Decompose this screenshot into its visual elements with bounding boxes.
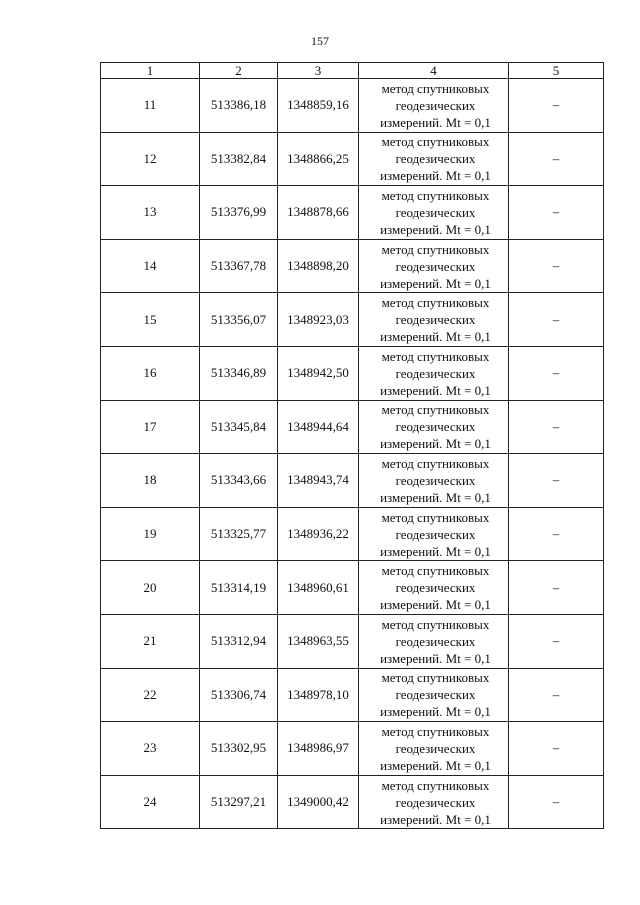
x-coordinate-cell: 513306,74 xyxy=(200,668,278,722)
point-number-cell: 24 xyxy=(101,775,200,829)
note-cell: – xyxy=(509,507,604,561)
y-coordinate-cell: 1348859,16 xyxy=(278,79,359,133)
table-row xyxy=(101,561,604,615)
method-cell: метод спутниковых геодезических измерений. Mt = 0,1 xyxy=(359,132,509,186)
x-coordinate-cell: 513386,18 xyxy=(200,79,278,133)
point-number-cell: 12 xyxy=(101,132,200,186)
table-row xyxy=(101,293,604,347)
table-row xyxy=(101,132,604,186)
coordinates-table xyxy=(100,62,604,829)
note-cell: – xyxy=(509,239,604,293)
method-cell: метод спутниковых геодезических измерений. Mt = 0,1 xyxy=(359,507,509,561)
point-number-cell: 13 xyxy=(101,186,200,240)
note-cell: – xyxy=(509,293,604,347)
column-header: 2 xyxy=(200,63,278,79)
table-row xyxy=(101,507,604,561)
table-row xyxy=(101,722,604,776)
table-row xyxy=(101,400,604,454)
note-cell: – xyxy=(509,346,604,400)
page-number: 157 xyxy=(311,34,329,48)
y-coordinate-cell: 1348960,61 xyxy=(278,561,359,615)
column-header: 4 xyxy=(359,63,509,79)
header-row xyxy=(101,63,604,79)
point-number-cell: 20 xyxy=(101,561,200,615)
y-coordinate-cell: 1348978,10 xyxy=(278,668,359,722)
note-cell: – xyxy=(509,454,604,508)
x-coordinate-cell: 513382,84 xyxy=(200,132,278,186)
point-number-cell: 21 xyxy=(101,614,200,668)
method-cell: метод спутниковых геодезических измерений. Mt = 0,1 xyxy=(359,79,509,133)
x-coordinate-cell: 513345,84 xyxy=(200,400,278,454)
x-coordinate-cell: 513325,77 xyxy=(200,507,278,561)
x-coordinate-cell: 513343,66 xyxy=(200,454,278,508)
x-coordinate-cell: 513297,21 xyxy=(200,775,278,829)
y-coordinate-cell: 1348942,50 xyxy=(278,346,359,400)
method-cell: метод спутниковых геодезических измерений. Mt = 0,1 xyxy=(359,346,509,400)
method-cell: метод спутниковых геодезических измерений. Mt = 0,1 xyxy=(359,239,509,293)
y-coordinate-cell: 1348878,66 xyxy=(278,186,359,240)
method-cell: метод спутниковых геодезических измерений. Mt = 0,1 xyxy=(359,293,509,347)
table-row xyxy=(101,346,604,400)
table-row xyxy=(101,186,604,240)
point-number-cell: 14 xyxy=(101,239,200,293)
y-coordinate-cell: 1348898,20 xyxy=(278,239,359,293)
y-coordinate-cell: 1348944,64 xyxy=(278,400,359,454)
point-number-cell: 19 xyxy=(101,507,200,561)
x-coordinate-cell: 513376,99 xyxy=(200,186,278,240)
note-cell: – xyxy=(509,775,604,829)
point-number-cell: 22 xyxy=(101,668,200,722)
y-coordinate-cell: 1348923,03 xyxy=(278,293,359,347)
point-number-cell: 16 xyxy=(101,346,200,400)
point-number-cell: 23 xyxy=(101,722,200,776)
y-coordinate-cell: 1348986,97 xyxy=(278,722,359,776)
x-coordinate-cell: 513302,95 xyxy=(200,722,278,776)
method-cell: метод спутниковых геодезических измерений. Mt = 0,1 xyxy=(359,775,509,829)
method-cell: метод спутниковых геодезических измерений. Mt = 0,1 xyxy=(359,454,509,508)
table-row xyxy=(101,454,604,508)
note-cell: – xyxy=(509,614,604,668)
table-row xyxy=(101,775,604,829)
note-cell: – xyxy=(509,400,604,454)
note-cell: – xyxy=(509,79,604,133)
y-coordinate-cell: 1349000,42 xyxy=(278,775,359,829)
note-cell: – xyxy=(509,561,604,615)
point-number-cell: 15 xyxy=(101,293,200,347)
column-header: 1 xyxy=(101,63,200,79)
note-cell: – xyxy=(509,186,604,240)
y-coordinate-cell: 1348866,25 xyxy=(278,132,359,186)
method-cell: метод спутниковых геодезических измерений. Mt = 0,1 xyxy=(359,186,509,240)
point-number-cell: 18 xyxy=(101,454,200,508)
note-cell: – xyxy=(509,722,604,776)
x-coordinate-cell: 513346,89 xyxy=(200,346,278,400)
y-coordinate-cell: 1348943,74 xyxy=(278,454,359,508)
column-header: 3 xyxy=(278,63,359,79)
x-coordinate-cell: 513314,19 xyxy=(200,561,278,615)
x-coordinate-cell: 513356,07 xyxy=(200,293,278,347)
table-row xyxy=(101,668,604,722)
x-coordinate-cell: 513312,94 xyxy=(200,614,278,668)
note-cell: – xyxy=(509,668,604,722)
y-coordinate-cell: 1348936,22 xyxy=(278,507,359,561)
method-cell: метод спутниковых геодезических измерений. Mt = 0,1 xyxy=(359,722,509,776)
table-row xyxy=(101,239,604,293)
point-number-cell: 11 xyxy=(101,79,200,133)
x-coordinate-cell: 513367,78 xyxy=(200,239,278,293)
point-number-cell: 17 xyxy=(101,400,200,454)
y-coordinate-cell: 1348963,55 xyxy=(278,614,359,668)
column-header: 5 xyxy=(509,63,604,79)
table-row xyxy=(101,614,604,668)
table-row xyxy=(101,79,604,133)
note-cell: – xyxy=(509,132,604,186)
method-cell: метод спутниковых геодезических измерений. Mt = 0,1 xyxy=(359,614,509,668)
method-cell: метод спутниковых геодезических измерений. Mt = 0,1 xyxy=(359,668,509,722)
method-cell: метод спутниковых геодезических измерений. Mt = 0,1 xyxy=(359,561,509,615)
method-cell: метод спутниковых геодезических измерений. Mt = 0,1 xyxy=(359,400,509,454)
